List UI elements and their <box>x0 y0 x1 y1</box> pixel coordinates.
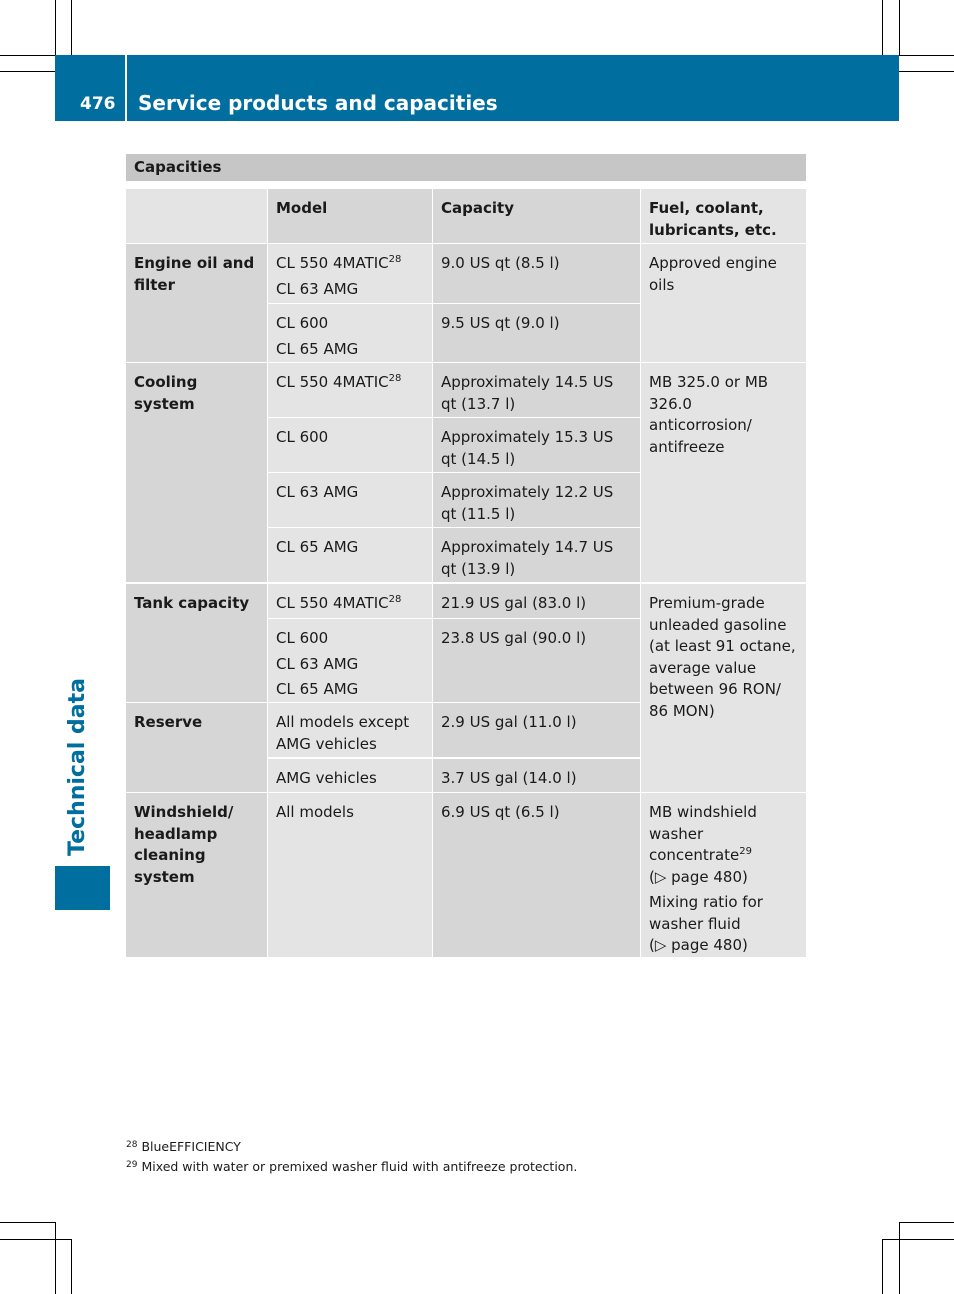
crop-mark <box>71 1239 72 1294</box>
model-name: CL 550 4MATIC <box>276 373 389 391</box>
table-header-fuel: Fuel, coolant, lubricants, etc. <box>641 189 806 243</box>
side-tab-label: Technical data <box>65 678 90 856</box>
row-label-cooling-system: Cooling system <box>126 363 267 582</box>
header-divider <box>125 55 127 121</box>
fuel-text: Mixing ratio for washer fluid <box>649 893 763 933</box>
model-name: CL 65 AMG <box>276 680 359 698</box>
footnote-ref: 28 <box>388 373 402 384</box>
table-cell-capacity: 9.5 US qt (9.0 l) <box>433 304 640 362</box>
table-cell-capacity: 21.9 US gal (83.0 l) <box>433 584 640 618</box>
page-reference: (▷ page 480) <box>649 867 748 886</box>
row-label-reserve: Reserve <box>126 703 267 792</box>
table-cell-model <box>268 244 432 303</box>
footnote-ref: 28 <box>388 254 402 265</box>
table-cell-model <box>268 619 432 702</box>
table-cell-capacity: Approximately 14.5 US qt (13.7 l) <box>433 363 640 417</box>
table-cell-model: CL 600 <box>268 418 432 472</box>
table-cell-model <box>268 363 432 417</box>
crop-mark <box>0 1239 71 1240</box>
row-label-engine-oil: Engine oil and filter <box>126 244 267 362</box>
section-title: Capacities <box>134 158 222 176</box>
footnote-29 <box>126 1159 577 1174</box>
table-cell-model: All models <box>268 793 432 957</box>
table-cell-capacity: 6.9 US qt (6.5 l) <box>433 793 640 957</box>
table-cell-model: CL 65 AMG <box>268 528 432 582</box>
table-cell-capacity: 9.0 US qt (8.5 l) <box>433 244 640 303</box>
crop-mark <box>71 0 72 55</box>
table-cell-capacity: 3.7 US gal (14.0 l) <box>433 759 640 792</box>
table-cell-capacity: Approximately 15.3 US qt (14.5 l) <box>433 418 640 472</box>
footnote-ref: 29 <box>739 846 752 857</box>
table-cell-capacity: 2.9 US gal (11.0 l) <box>433 703 640 757</box>
crop-mark <box>899 0 900 55</box>
table-cell-fuel: MB 325.0 or MB 326.0 anticorrosion/ antifreeze <box>641 363 806 582</box>
crop-mark <box>899 1222 954 1223</box>
footnote-text: Mixed with water or premixed washer fluid with antifreeze protection. <box>141 1159 578 1174</box>
page-reference: (▷ page 480) <box>649 936 748 954</box>
footnote-ref: 28 <box>388 594 402 605</box>
footnote-number: 28 <box>126 1140 138 1150</box>
row-label-tank-capacity: Tank capacity <box>126 584 267 702</box>
table-cell-fuel: Approved engine oils <box>641 244 806 362</box>
table-cell-model <box>268 304 432 362</box>
table-cell-model: All models except AMG vehicles <box>268 703 432 757</box>
model-name: CL 600 <box>276 314 329 332</box>
footnote-28 <box>126 1139 241 1154</box>
crop-mark <box>882 1239 883 1294</box>
crop-mark <box>899 1222 900 1294</box>
side-tab-marker <box>55 866 110 910</box>
crop-mark <box>55 0 56 55</box>
crop-mark <box>899 55 954 56</box>
table-cell-fuel <box>641 793 806 957</box>
table-cell-capacity: Approximately 12.2 US qt (11.5 l) <box>433 473 640 527</box>
model-name: CL 65 AMG <box>276 339 359 358</box>
crop-mark <box>899 71 954 72</box>
model-name: CL 600 <box>276 629 329 647</box>
page-number: 476 <box>80 94 116 114</box>
footnote-text: BlueEFFICIENCY <box>141 1139 241 1154</box>
crop-mark <box>0 1222 55 1223</box>
table-cell-model: CL 63 AMG <box>268 473 432 527</box>
model-name: CL 63 AMG <box>276 279 359 298</box>
model-name: CL 550 4MATIC <box>276 594 389 612</box>
crop-mark <box>55 1222 56 1294</box>
footnote-number: 29 <box>126 1160 138 1170</box>
table-header-model: Model <box>268 189 432 243</box>
table-header-empty <box>126 189 267 243</box>
crop-mark <box>882 0 883 55</box>
row-label-washer-system: Windshield/ headlamp cleaning system <box>126 793 267 957</box>
model-name: CL 550 4MATIC <box>276 254 389 272</box>
crop-mark <box>0 55 55 56</box>
model-name: CL 63 AMG <box>276 654 359 673</box>
crop-mark <box>0 71 55 72</box>
table-header-capacity: Capacity <box>433 189 640 243</box>
table-cell-capacity: 23.8 US gal (90.0 l) <box>433 619 640 702</box>
table-cell-capacity: Approximately 14.7 US qt (13.9 l) <box>433 528 640 582</box>
table-cell-model <box>268 584 432 618</box>
page-title: Service products and capacities <box>138 91 498 115</box>
fuel-text: MB windshield washer concentrate <box>649 803 757 864</box>
table-cell-fuel: Premium-grade unleaded gasoline (at least 91 octane, average value between 96 RON/ 86 MON) <box>641 584 806 792</box>
table-cell-model: AMG vehicles <box>268 759 432 792</box>
section-header <box>126 154 806 181</box>
crop-mark <box>882 1239 954 1240</box>
